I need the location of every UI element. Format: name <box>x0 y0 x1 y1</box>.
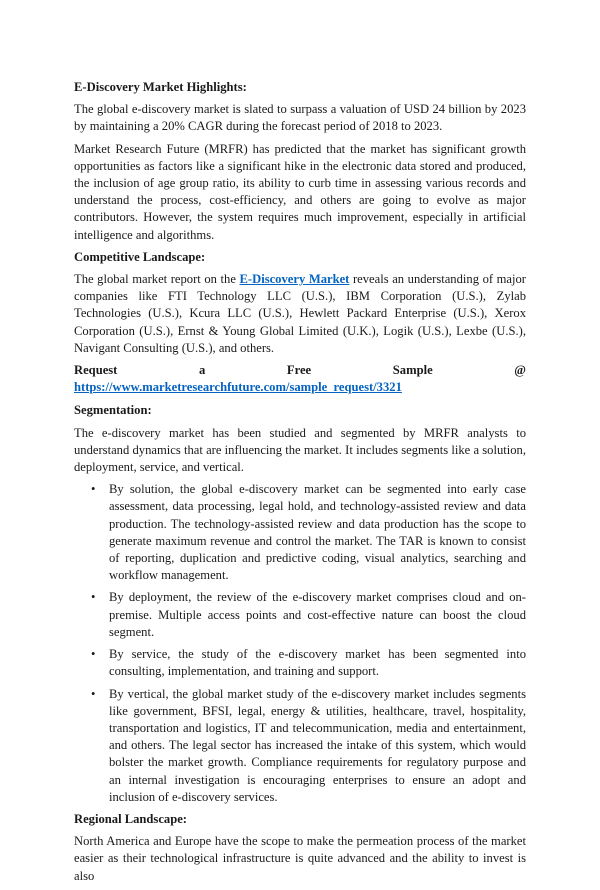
document-page <box>74 79 526 890</box>
bullet-icon: • <box>91 647 96 662</box>
competitive-text-after: reveals an understanding of major companies like FTI Technology LLC (U.S.), IBM Corporation (U.S.), Zylab Technologies (U.S.), Kcura LLC (U.S.), Hewlett Packard Enterprise (U.S.), Xerox Corporation (U.S.), Ernst & Young Global Limited (U.K.), Logik (U.S.), Lexbe (U.S.), Navigant Consulting (U.S.), and others. <box>74 272 526 355</box>
list-item <box>91 481 526 584</box>
list-item <box>91 646 526 680</box>
request-sample-line <box>74 362 526 396</box>
competitive-text-before: The global market report on the <box>74 272 240 287</box>
list-item-text: By service, the study of the e-discovery market has been segmented into consulting, implementation, and training and support. <box>109 647 526 679</box>
list-item <box>91 589 526 641</box>
bullet-icon: • <box>91 482 96 497</box>
bullet-icon: • <box>91 686 96 701</box>
segmentation-heading: Segmentation: <box>74 403 152 418</box>
list-item-text: By solution, the global e-discovery market can be segmented into early case assessment, data processing, legal hold, and technology-assisted review and data production. The technology-assisted review and data production has the scope to generate maximum revenue and control the market. The TAR is known to consist of reporting, duplication and predictive coding, visual analytics, searching and workflow management. <box>109 482 526 583</box>
regional-paragraph: North America and Europe have the scope to make the permeation process of the market easier as their technological infrastructure is quite advanced and the ability to invest is also <box>74 834 526 883</box>
list-item-text: By vertical, the global market study of the e-discovery market includes segments like government, BFSI, legal, energy & utilities, healthcare, travel, hospitality, transportation and logistics, IT and telecommunication, media and entertainment, and others. The legal sector has increased the intake of this system, which would bolster the market growth. Compliance requirements for regulatory purpose and an internal investigation is encouraging enterprises to ensure an adopt and inclusion of e-discovery services. <box>109 686 526 804</box>
highlights-heading: E-Discovery Market Highlights: <box>74 80 247 94</box>
competitive-paragraph <box>74 271 526 357</box>
highlights-paragraph-2: Market Research Future (MRFR) has predicted that the market has significant growth opportunities as factors like a significant hike in the electronic data stored and produced, the inclusion of age group ratio, its ability to curb time in assessing various records and understand the process, cost-efficiency, and others are going to evolve as major contributors. However, the system requires much improvement, especially in artificial intelligence and algorithms. <box>74 141 526 242</box>
sample-request-link[interactable]: https://www.marketresearchfuture.com/sample_request/3321 <box>74 380 402 395</box>
competitive-heading: Competitive Landscape: <box>74 249 206 264</box>
list-item-text: By deployment, the review of the e-discovery market comprises cloud and on-premise. Multiple access points and cost-effective nature can boost the cloud segment. <box>109 590 526 639</box>
highlights-paragraph-1: The global e-discovery market is slated to surpass a valuation of USD 24 billion by 2023 by maintaining a 20% CAGR during the forecast period of 2018 to 2023. <box>74 102 526 134</box>
e-discovery-market-link[interactable]: E-Discovery Market <box>239 272 350 287</box>
bullet-icon: • <box>91 590 96 605</box>
regional-heading: Regional Landscape: <box>74 811 188 826</box>
request-sample-label: Request a Free Sample @ <box>74 363 526 378</box>
list-item <box>91 686 526 806</box>
segmentation-list <box>74 481 526 806</box>
segmentation-intro: The e-discovery market has been studied and segmented by MRFR analysts to understand dynamics that are influencing the market. It includes segments like a solution, deployment, service, and vertical. <box>74 425 526 475</box>
